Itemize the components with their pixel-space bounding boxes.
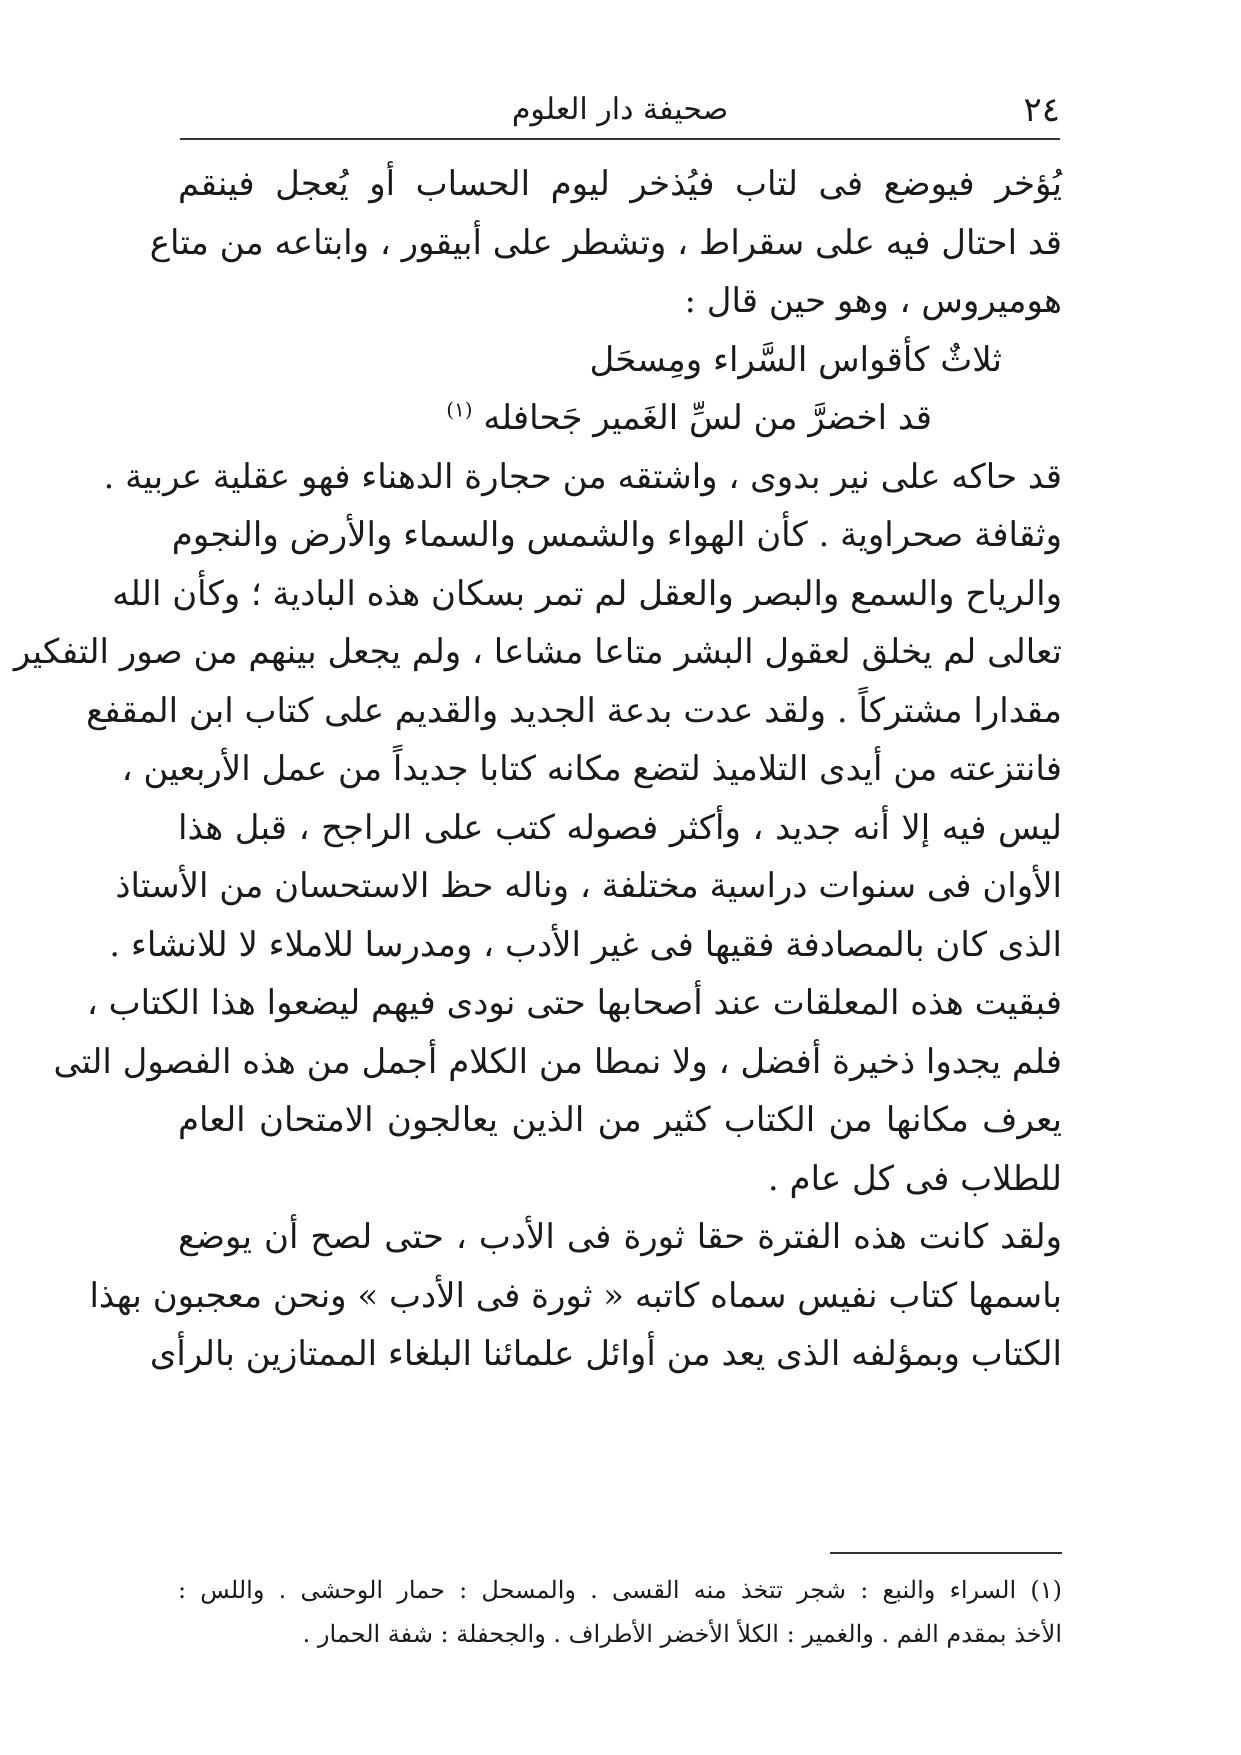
text-line: فبقيت هذه المعلقات عند أصحابها حتى نودى فيهم ليضعوا هذا الكتاب ،: [86, 983, 1062, 1023]
text-line: والرياح والسمع والبصر والعقل لم تمر بسكان هذه البادية ؛ وكأن الله: [112, 573, 1062, 614]
verse-text: قد اخضرَّ من لسِّ الغَمير جَحافله: [483, 398, 932, 438]
running-title: صحيفة دار العلوم: [511, 92, 729, 127]
footnote-line: الأخذ بمقدم الفم . والغمير : الكلأ الأخضر الأطراف . والجحفلة : شفة الحمار .: [302, 1620, 1062, 1648]
page-number: ٢٤: [1023, 90, 1060, 130]
text-line: ولقد كانت هذه الفترة حقا ثورة فى الأدب ، حتى لصح أن يوضع: [178, 1217, 1062, 1257]
text-line: يعرف مكانها من الكتاب كثير من الذين يعالجون الامتحان العام: [178, 1100, 1062, 1140]
verse-line-2: [178, 389, 1062, 448]
text-line: يُؤخر فيوضع فى لتاب فيُذخر ليوم الحساب أو يُعجل فينقم: [178, 164, 1062, 204]
verse-line-1: ثلاثٌ كأقواس السَّراء ومِسحَل: [589, 339, 1002, 380]
text-line: فانتزعته من أيدى التلاميذ لتضع مكانه كتابا جديداً من عمل الأربعين ،: [121, 749, 1062, 789]
text-line: تعالى لم يخلق لعقول البشر متاعا مشاعا ، ولم يجعل بينهم من صور التفكير: [13, 632, 1062, 672]
text-line: باسمها كتاب نفيس سماه كاتبه « ثورة فى الأدب » ونحن معجبون بهذا: [89, 1275, 1062, 1316]
text-line: ليس فيه إلا أنه جديد ، وأكثر فصوله كتب على الراجح ، قبل هذا: [178, 807, 1063, 848]
text-line: قد احتال فيه على سقراط ، وتشطر على أبيقور ، وابتاعه من متاع: [149, 222, 1062, 263]
footnote-line: (١) السراء والنبع : شجر تتخذ منه القسى . والمسحل : حمار الوحشى . واللس :: [178, 1576, 1062, 1604]
text-line: هوميروس ، وهو حين قال :: [684, 281, 1062, 321]
footnote-ref: (١): [446, 397, 473, 422]
footnote-rule: [830, 1552, 1062, 1554]
text-line: الكتاب وبمؤلفه الذى يعد من أوائل علمائنا البلغاء الممتازين بالرأى: [149, 1334, 1062, 1374]
text-line: الأوان فى سنوات دراسية مختلفة ، وناله حظ الاستحسان من الأستاذ: [115, 866, 1062, 906]
text-line: مقدارا مشتركاً . ولقد عدت بدعة الجديد والقديم على كتاب ابن المقفع: [86, 690, 1062, 731]
footnotes: [178, 1568, 1062, 1656]
page-header: [180, 90, 1060, 130]
header-rule: [180, 138, 1060, 140]
text-line: وثقافة صحراوية . كأن الهواء والشمس والسماء والأرض والنجوم: [171, 515, 1062, 555]
body-text: [13, 155, 1063, 1384]
text-line: الذى كان بالمصادفة فقيها فى غير الأدب ، ومدرسا للاملاء لا للانشاء .: [109, 924, 1062, 965]
text-line: قد حاكه على نير بدوى ، واشتقه من حجارة الدهناء فهو عقلية عربية .: [103, 456, 1062, 497]
text-line: للطلاب فى كل عام .: [767, 1158, 1062, 1199]
text-line: فلم يجدوا ذخيرة أفضل ، ولا نمطا من الكلام أجمل من هذه الفصول التى: [53, 1041, 1062, 1082]
